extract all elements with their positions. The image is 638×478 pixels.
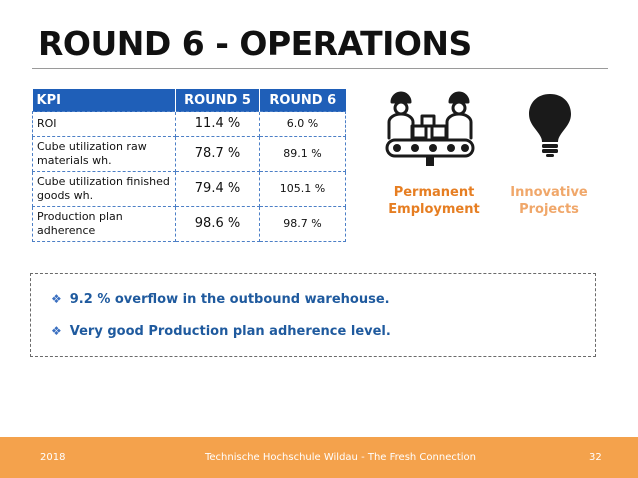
bullet-item [51, 292, 390, 307]
round6-value: 105.1 % [260, 172, 346, 207]
footer-year: 2018 [40, 452, 66, 463]
caption-line: Innovative [510, 185, 588, 200]
round5-value: 11.4 % [176, 112, 260, 137]
table-row [33, 172, 346, 207]
round5-value: 79.4 % [176, 172, 260, 207]
round5-value: 98.6 % [176, 207, 260, 242]
kpi-label: Cube utilization raw materials wh. [33, 137, 176, 172]
diamond-bullet-icon: ❖ [51, 292, 62, 306]
round6-value: 89.1 % [260, 137, 346, 172]
title-divider [32, 68, 608, 69]
bullet-text: 9.2 % overflow in the outbound warehouse. [69, 292, 390, 307]
table-row [33, 207, 346, 242]
permanent-employment-caption [379, 184, 489, 218]
footer-institution: Technische Hochschule Wildau - The Fresh Connection [205, 452, 477, 463]
table-header-row [33, 89, 346, 112]
caption-line: Permanent [393, 185, 475, 200]
header-kpi: KPI [33, 89, 176, 112]
table-row [33, 137, 346, 172]
page-number: 32 [589, 452, 602, 463]
caption-line: Projects [519, 202, 579, 217]
kpi-label: Cube utilization finished goods wh. [33, 172, 176, 207]
round6-value: 6.0 % [260, 112, 346, 137]
diamond-bullet-icon: ❖ [51, 324, 62, 338]
caption-line: Employment [388, 202, 480, 217]
kpi-label: Production plan adherence [33, 207, 176, 242]
kpi-label: ROI [33, 112, 176, 137]
conclusion-box [30, 273, 596, 357]
innovative-projects-caption [494, 184, 604, 218]
footer-bar [0, 437, 638, 478]
lightbulb-icon [527, 92, 573, 158]
slide-title: ROUND 6 - OPERATIONS [38, 24, 472, 63]
header-round6: ROUND 6 [260, 89, 346, 112]
header-round5: ROUND 5 [176, 89, 260, 112]
bullet-text: Very good Production plan adherence level. [69, 324, 391, 339]
table-row [33, 112, 346, 137]
workers-conveyor-icon [384, 88, 476, 168]
kpi-table [32, 89, 346, 242]
round5-value: 78.7 % [176, 137, 260, 172]
round6-value: 98.7 % [260, 207, 346, 242]
bullet-item [51, 324, 391, 339]
